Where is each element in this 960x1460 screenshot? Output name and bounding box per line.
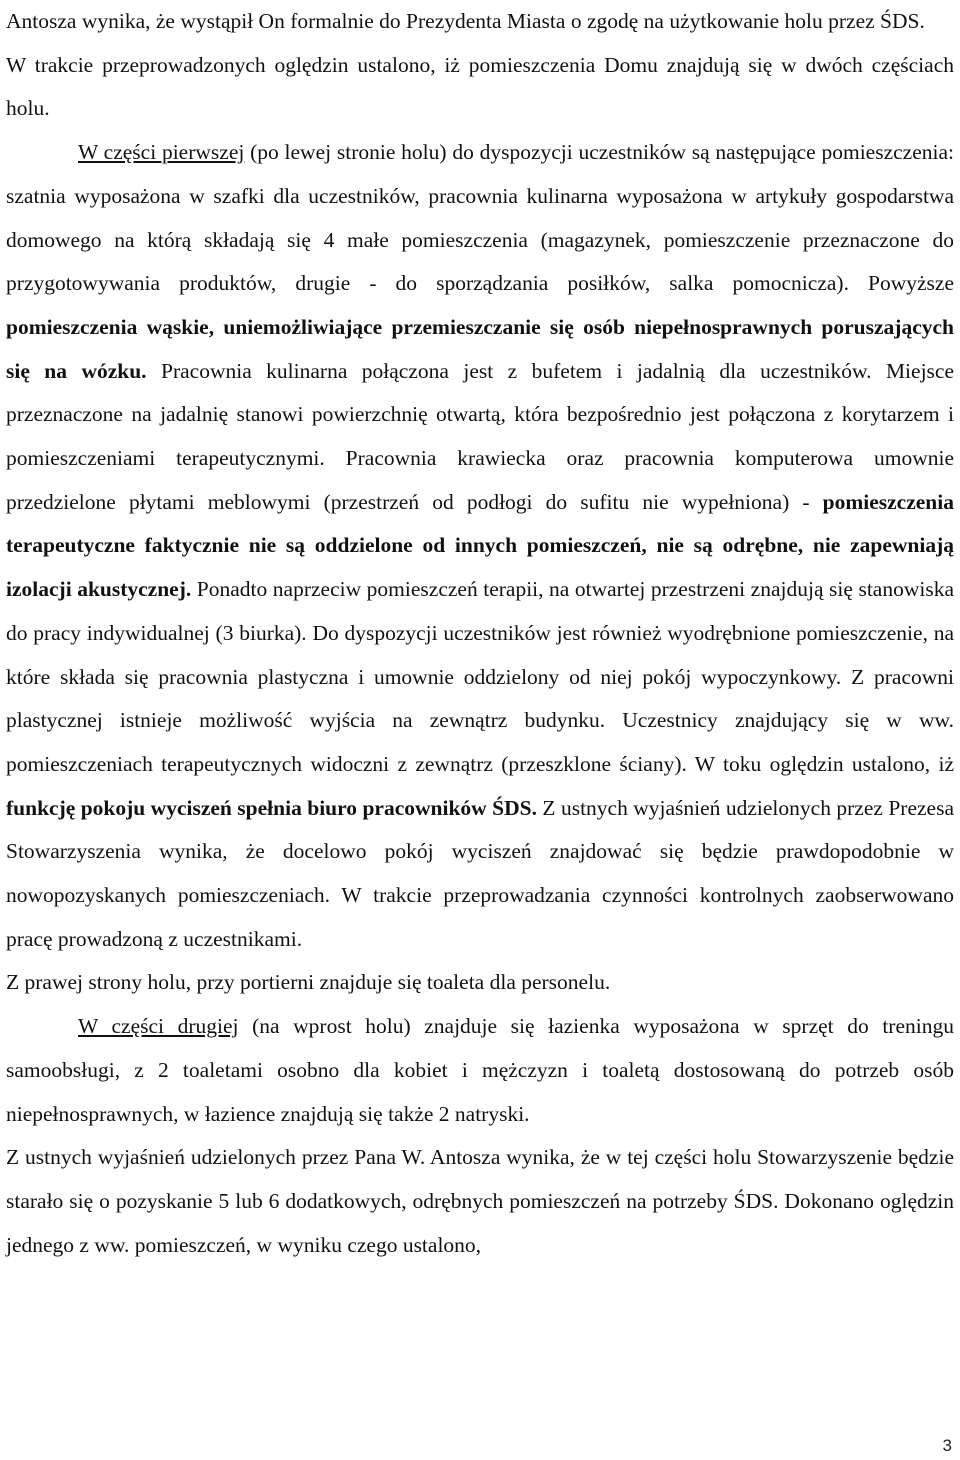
section-heading-underlined: W części drugiej <box>78 1014 239 1039</box>
bold-text-segment: funkcję pokoju wyciszeń spełnia biuro pracowników ŚDS. <box>6 795 537 820</box>
paragraph-4 <box>6 961 954 1005</box>
bold-text-segment: pomieszczenia terapeutyczne faktycznie nie są oddzielone od innych pomieszczeń, nie są odrębne, nie zapewniają izolacji akustycznej. <box>6 489 954 602</box>
text-segment: Pracownia kulinarna połączona jest z bufetem i jadalnią dla uczestników. Miejsce przeznaczone na jadalnię stanowi powierzchnię otwartą, która bezpośrednio jest połączona z korytarzem i pomieszczeniami terapeutycznymi. Pracownia krawiecka oraz pracownia komputerowa umownie przedzielone płytami meblowymi (przestrzeń od podłogi do sufitu nie wypełniona) - <box>6 358 954 514</box>
text-segment: (na wprost holu) znajduje się łazienka wyposażona w sprzęt do treningu samoobsługi, z 2 toaletami osobno dla kobiet i mężczyzn i toaletą dostosowaną do potrzeb osób niepełnosprawnych, w łazience znajdują się także 2 natryski. <box>6 1014 954 1126</box>
text-segment: Ponadto naprzeciw pomieszczeń terapii, na otwartej przestrzeni znajdują się stanowiska do pracy indywidualnej (3 biurka). Do dyspozycji uczestników jest również wyodrębnione pomieszczenie, na które składa się pracownia plastyczna i umownie oddzielony od niej pokój wypoczynkowy. Z pracowni plastycznej istnieje możliwość wyjścia na zewnątrz budynku. Uczestnicy znajdujący się w ww. pomieszczeniach terapeutycznych widoczni z zewnątrz (przeszklone ściany). W toku oględzin ustalono, iż <box>6 577 954 776</box>
text-segment: Z ustnych wyjaśnień udzielonych przez Pana W. Antosza wynika, że w tej części holu Stowarzyszenie będzie starało się o pozyskanie 5 lub 6 dodatkowych, odrębnych pomieszczeń na potrzeby ŚDS. Dokonano oględzin jednego z ww. pomieszczeń, w wyniku czego ustalono, <box>6 1145 954 1257</box>
text-segment: Z ustnych wyjaśnień udzielonych przez Prezesa Stowarzyszenia wynika, że docelowo pokój wyciszeń znajdować się będzie prawdopodobnie w nowopozyskanych pomieszczeniach. W trakcie przeprowadzania czynności kontrolnych zaobserwowano pracę prowadzoną z uczestnikami. <box>6 795 954 951</box>
section-heading-underlined: W części pierwszej <box>78 140 245 165</box>
paragraph-6 <box>6 1136 954 1267</box>
paragraph-5 <box>6 1005 954 1136</box>
text-segment: (po lewej stronie holu) do dyspozycji uczestników są następujące pomieszczenia: szatnia wyposażona w szafki dla uczestników, pracownia kulinarna wyposażona w artykuły gospodarstwa domowego na którą składają się 4 małe pomieszczenia (magazynek, pomieszczenie przeznaczone do przygotowywania produktów, drugie - do sporządzania posiłków, salka pomocnicza). Powyższe <box>6 140 954 296</box>
document-page <box>6 0 954 1267</box>
text-segment: W trakcie przeprowadzonych oględzin ustalono, iż pomieszczenia Domu znajdują się w dwóch częściach holu. <box>6 52 954 121</box>
text-segment: Z prawej strony holu, przy portierni znajduje się toaleta dla personelu. <box>6 970 611 995</box>
paragraph-2 <box>6 44 954 131</box>
page-number: 3 <box>942 1436 952 1455</box>
bold-text-segment: pomieszczenia wąskie, uniemożliwiające przemieszczanie się osób niepełnosprawnych poruszających się na wózku. <box>6 314 954 383</box>
paragraph-3 <box>6 131 954 961</box>
paragraph-1 <box>6 0 954 44</box>
text-segment: Antosza wynika, że wystąpił On formalnie do Prezydenta Miasta o zgodę na użytkowanie holu przez ŚDS. <box>6 9 925 33</box>
